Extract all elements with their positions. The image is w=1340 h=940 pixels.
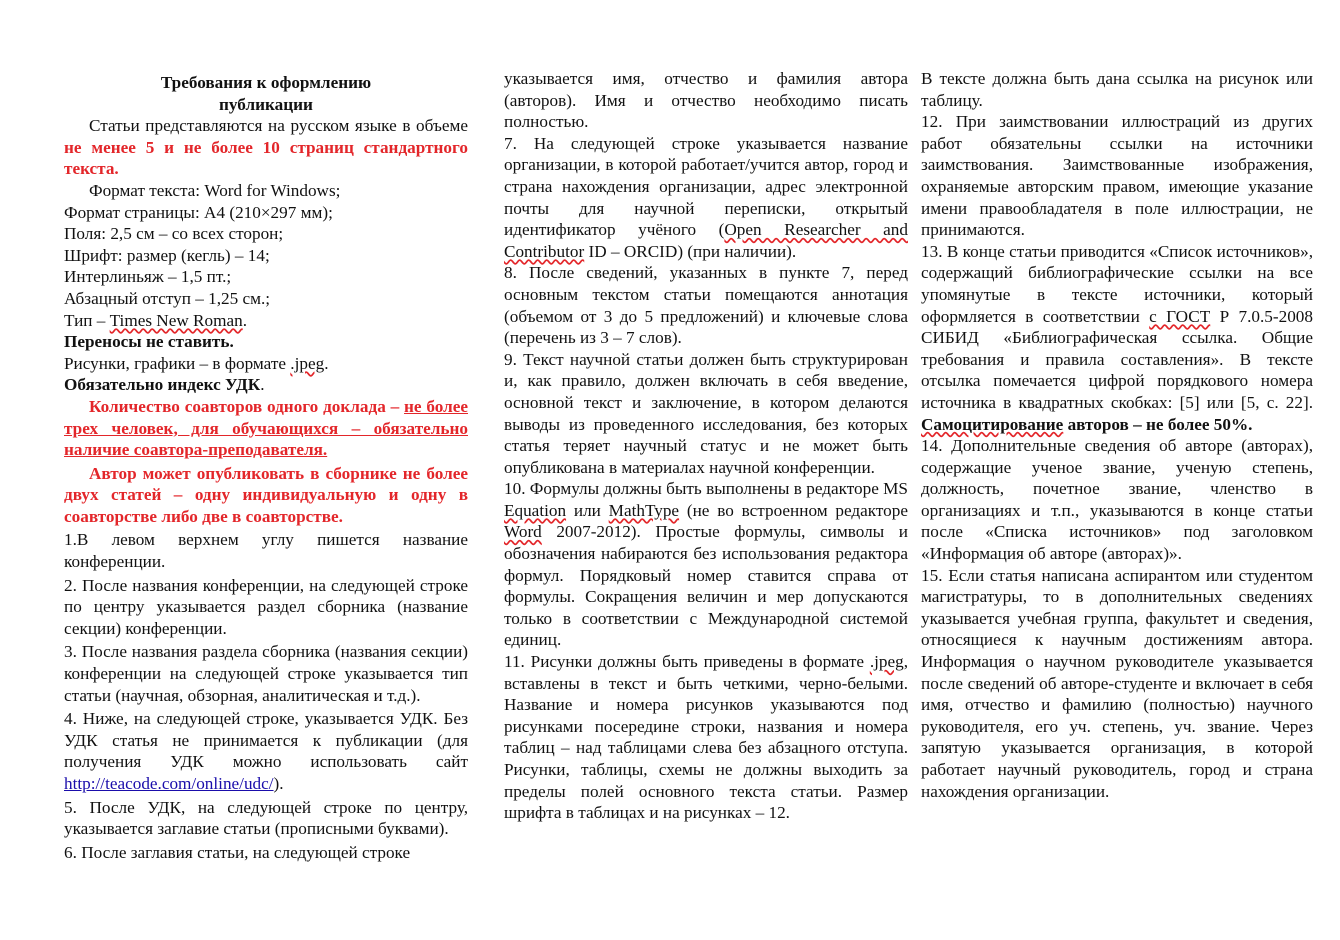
list-item: 3. После названия раздела сборника (названия секции) конференции на следующей строке указывается тип статьи (научная, обзорная, аналитическая и т.д.).: [64, 642, 468, 705]
images-line: Рисунки, графики – в формате .jpeg.: [64, 353, 329, 373]
format-page-line: Формат страницы: А4 (210×297 мм);: [64, 202, 333, 222]
list-item: 2. После названия конференции, на следующей строке по центру указывается раздел сборника (название секции) конференции.: [64, 575, 468, 638]
indent-line: Абзацный отступ – 1,25 см.;: [64, 288, 271, 308]
list-item: 10. Формулы должны быть выполнены в редакторе MS Equation или MathType (не во встроенном редакторе Word 2007-2012). Простые формулы, символы и обозначения набираются без использования редактора формул. Порядковый номер ставится справа от формулы. Сокращения величин и мер допускаются только в соответствии с Международной системой единиц.: [504, 479, 908, 650]
column-left: [64, 68, 468, 863]
list-item: 12. При заимствовании иллюстраций из других работ обязательны ссылки на источники заимствования. Заимствованные изображения, охраняемые авторским правом, имеющие указание имени правообладателя в поле иллюстрации, не принимаются.: [921, 112, 1313, 240]
list-item: 14. Дополнительные сведения об авторе (авторах), содержащие ученое звание, ученую степень, должность, почетное звание, членство в организациях и т.п., указываются в конце статьи после «Списка источников» под заголовком «Информация об авторе (авторах)».: [921, 436, 1313, 564]
list-item: 7. На следующей строке указывается название организации, в которой работает/учится автор, город и страна нахождения организации, адрес электронной почты для научной переписки, открытый идентификатор учёного (Open Researcher and Contributor ID – ORCID) (при наличии).: [504, 133, 908, 261]
interline-line: Интерлиньяж – 1,5 пт.;: [64, 267, 232, 287]
list-item: 6. После заглавия статьи, на следующей строке: [64, 842, 411, 862]
list-item: 13. В конце статьи приводится «Список источников», содержащий библиографические ссылки на все упомянутые в тексте источники, который оформляется в соответствии с ГОСТ Р 7.0.5-2008 СИБИД «Библиографическая ссылка. Общие требования и правила составления». В тексте отсылка помечается цифрой порядкового номера источника в квадратных скобках: [5] или [5, с. 22]. Самоцитирование авторов – не более 50%.: [921, 241, 1313, 434]
list-item: 15. Если статья написана аспирантом или студентом магистратуры, то в дополнительных сведениях указывается учебная группа, факультет и сведения, относящиеся к научным достижениям автора. Информация о научном руководителе указывается после сведений об авторе-студенте и включает в себя имя, отчество и фамилию (полностью) научного руководителя, его уч. степень, уч. звание. Через запятую указывается организация, в которой работает научный руководитель, город и страна нахождения организации.: [921, 565, 1313, 801]
list-item: 8. После сведений, указанных в пункте 7, перед основным текстом статьи помещаются аннотация (объемом от 3 до 5 предложений) и ключевые слова (перечень из 3 – 7 слов).: [504, 263, 908, 348]
udc-link[interactable]: http://teacode.com/online/udc/: [64, 774, 274, 793]
author-limit-rule: Автор может опубликовать в сборнике не более двух статей – одну индивидуальную и одну в соавторстве либо две в соавторстве.: [64, 463, 468, 526]
font-type-line: Тип – Times New Roman.: [64, 310, 248, 330]
margins-line: Поля: 2,5 см – со всех сторон;: [64, 224, 284, 244]
intro-paragraph: Статьи представляются на русском языке в объеме не менее 5 и не более 10 страниц стандартного текста.: [64, 116, 468, 179]
list-item: указывается имя, отчество и фамилия автора (авторов). Имя и отчество необходимо писать полностью.: [504, 69, 908, 132]
coauthors-rule: Количество соавторов одного доклада – не более трех человек, для обучающихся – обязательно наличие соавтора-преподавателя.: [64, 396, 468, 460]
list-item: 5. После УДК, на следующей строке по центру, указывается заглавие статьи (прописными буквами).: [64, 797, 468, 839]
list-item: 1.В левом верхнем углу пишется название конференции.: [64, 530, 468, 572]
column-middle: [504, 68, 908, 824]
page-title: Требования к оформлению публикации: [160, 73, 372, 114]
list-item: 11. Рисунки должны быть приведены в формате .jpeg, вставлены в текст и быть четкими, черно-белыми. Название и номера рисунков указываются под рисунками посередине строки, названия и номера таблиц – над таблицами слева без абзацного отступа. Рисунки, таблицы, схемы не должны выходить за пределы полей основного текста статьи. Размер шрифта в таблицах и на рисунках – 12.: [504, 652, 908, 823]
column-right: [921, 68, 1313, 802]
no-hyphen-line: Переносы не ставить.: [64, 332, 234, 352]
list-item: 4. Ниже, на следующей строке, указывается УДК. Без УДК статья не принимается к публикации (для получения УДК можно использовать сайт http://teacode.com/online/udc/).: [64, 709, 468, 793]
format-text-line: Формат текста: Word for Windows;: [89, 180, 341, 200]
list-item: 9. Текст научной статьи должен быть структурирован и, как правило, должен включать в себя введение, основной текст и заключение, в котором делаются выводы из проведенного исследования, без которых статья теряет научный статус и не может быть опубликована в материалах научной конференции.: [504, 349, 908, 477]
list-item: В тексте должна быть дана ссылка на рисунок или таблицу.: [921, 69, 1313, 110]
font-size-line: Шрифт: размер (кегль) – 14;: [64, 245, 270, 265]
udk-line: Обязательно индекс УДК.: [64, 375, 265, 395]
